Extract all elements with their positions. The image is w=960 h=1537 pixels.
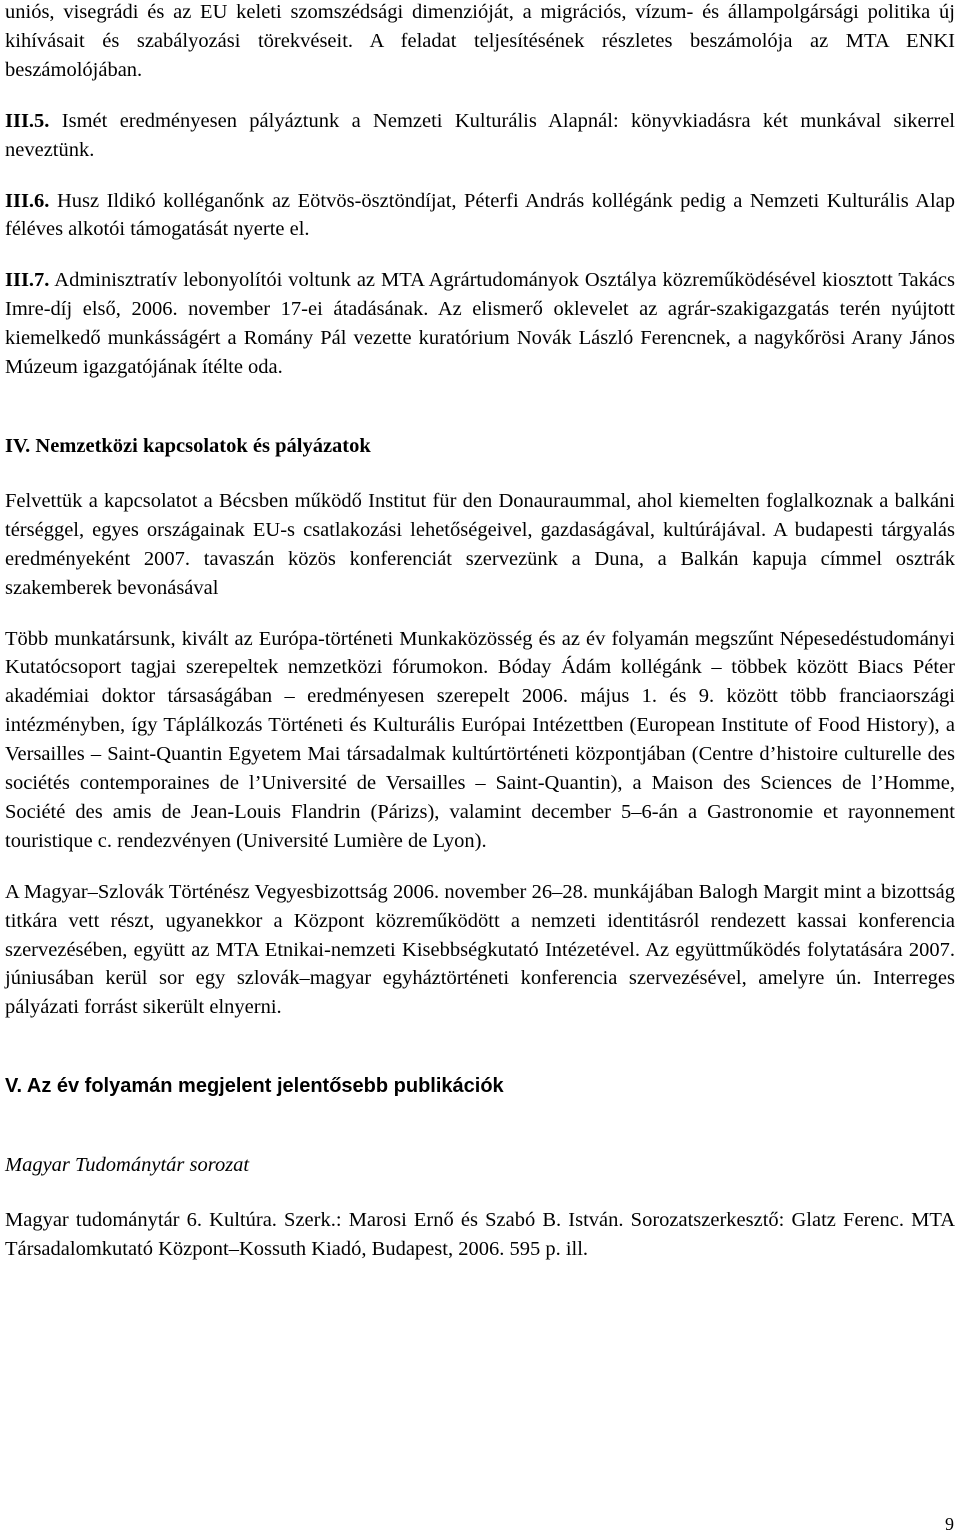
document-page [5,0,955,1264]
page-number: 9 [945,1514,954,1534]
section-number: III.6. [5,189,50,212]
heading-iv [5,432,955,461]
paragraph-iii-7 [5,266,955,382]
paragraph-text: Adminisztratív lebonyolítói voltunk az MTA Agrártudományok Osztálya közreműködésével kiosztott Takács Imre-díj első, 2006. november 17-ei átadásának. Az elismerő oklevelet az agrár-szakigazgatás terén nyújtott kiemelkedő munkásságért a Romány Pál vezette kuratórium Novák László Ferencnek, a nagykőrösi Arany János Múzeum igazgatójának ítélte oda. [5,269,955,379]
section-number: III.5. [5,109,50,132]
heading-title: Nemzetközi kapcsolatok és pályázatok [30,434,371,457]
paragraph-iii-6 [5,187,955,245]
paragraph-text: Husz Ildikó kolléganőnk az Eötvös-ösztöndíjat, Péterfi András kollégánk pedig a Nemzeti Kulturális Alap féléves alkotói támogatását nyerte el. [5,189,955,241]
series-title: Magyar Tudománytár sorozat [5,1154,250,1177]
paragraph-donauraum: Felvettük a kapcsolatot a Bécsben működő Institut für den Donauraummal, ahol kiemelten foglalkoznak a balkáni térséggel, egyes országainak EU-s csatlakozási lehetőségeivel, gazdaságával, kultúrájával. A budapesti tárgyalás eredményeként 2007. tavaszán közös konferenciát szervezünk a Duna, a Balkán kapuja címmel osztrák szakemberek bevonásával [5,489,955,599]
section-number: III.7. [5,269,50,292]
paragraph-publication: Magyar tudománytár 6. Kultúra. Szerk.: Marosi Ernő és Szabó B. István. Sorozatszerkesztő: Glatz Ferenc. MTA Társadalomkutató Központ–Kossuth Kiadó, Budapest, 2006. 595 p. ill. [5,1209,955,1260]
paragraph-text: Ismét eredményesen pályáztunk a Nemzeti Kulturális Alapnál: könyvkiadásra két munkával sikerrel neveztünk. [5,109,955,161]
heading-v: V. Az év folyamán megjelent jelentősebb publikációk [5,1075,504,1098]
paragraph-slovak-commission: A Magyar–Szlovák Történész Vegyesbizottság 2006. november 26–28. munkájában Balogh Margit mint a bizottság titkára vett részt, ugyanekkor a Központ közreműködött a nemzeti identitásról rendezett kassai konferencia szervezésében, együtt az MTA Etnikai-nemzeti Kisebbségkutató Intézetével. Az együttműködés folytatására 2007. júniusában kerül sor egy szlovák–magyar egyháztörténeti konferencia szervezésével, amelyre ún. Interreges pályázati forrást sikerült elnyerni. [5,880,955,1019]
paragraph-intro: uniós, visegrádi és az EU keleti szomszédsági dimenzióját, a migrációs, vízum- és állampolgársági politika új kihívásait és szabályozási törekvéseit. A feladat teljesítésének részletes beszámolója az MTA ENKI beszámolójában. [5,1,955,81]
paragraph-international-forums: Több munkatársunk, kivált az Európa-történeti Munkaközösség és az év folyamán megszűnt Népesedéstudományi Kutatócsoport tagjai szerepeltek nemzetközi fórumokon. Bóday Ádám kollégánk – többek között Biacs Péter akadémiai doktor társaságában – eredményesen szerepelt 2006. május 1. és 9. között több franciaországi intézményben, így Táplálkozás Történeti és Kulturális Európai Intézettben (European Institute of Food History), a Versailles – Saint-Quantin Egyetem Mai társadalmak kultúrtörténeti központjában (Centre d’histoire culturelle des sociétés contemporaines de l’Université de Versailles – Saint-Quantin), a Maison des Sciences de l’Homme, Société des amis de Jean-Louis Flandrin (Párizs), valamint december 5–6-án a Gastronomie et rayonnement touristique c. rendezvényen (Université Lumière de Lyon). [5,627,955,852]
paragraph-iii-5 [5,107,955,165]
heading-number: IV. [5,434,31,457]
